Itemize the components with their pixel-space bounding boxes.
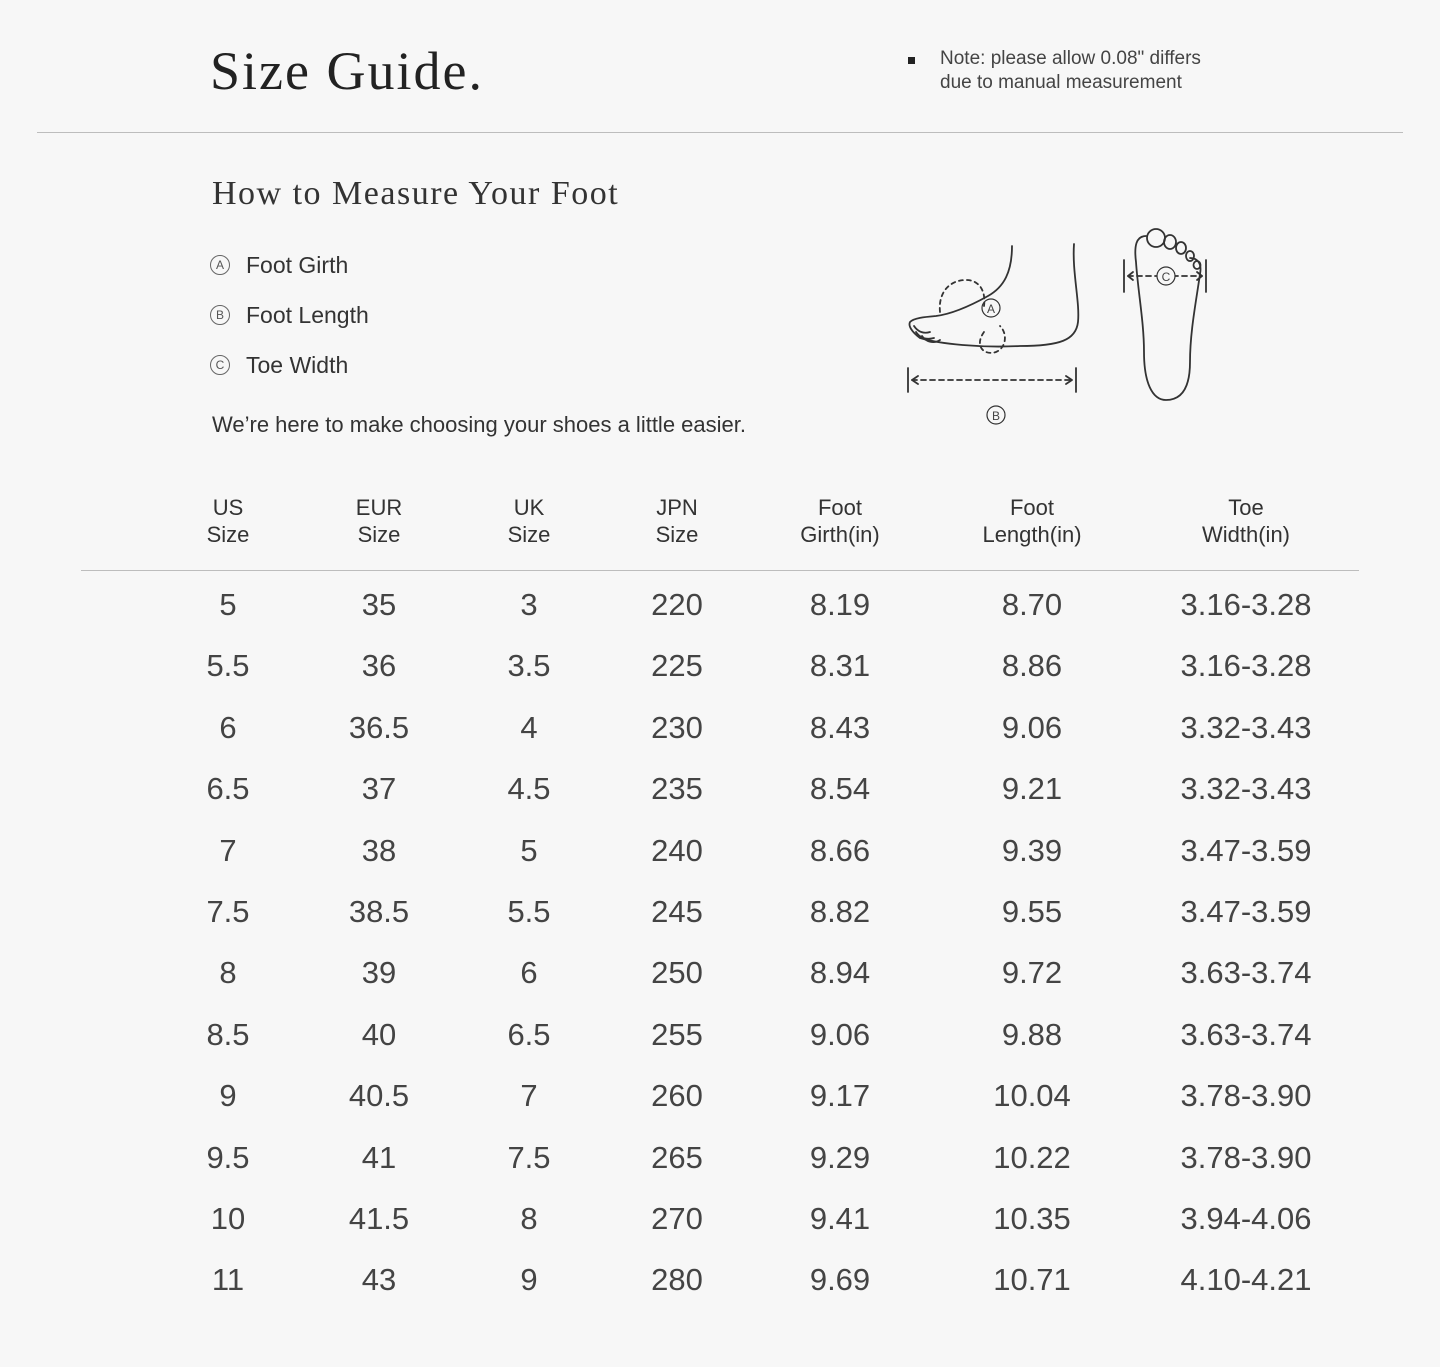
cell-jpn-size: 280 <box>651 1262 703 1298</box>
cell-eur-size: 40 <box>361 1016 397 1052</box>
cell-eur-size: 36.5 <box>348 709 410 745</box>
page-title: Size Guide. <box>210 41 484 101</box>
table-row <box>0 646 1440 706</box>
divider <box>37 132 1403 133</box>
cell-uk-size: 8 <box>520 1201 538 1236</box>
cell-eur-size: 41.5 <box>348 1201 410 1236</box>
cell-jpn-size: 240 <box>651 832 703 868</box>
cell-toe-width: 4.10-4.21 <box>1180 1262 1312 1298</box>
foot-measure-illustration <box>900 222 1220 442</box>
cell-foot-length: 8.86 <box>1001 648 1063 684</box>
cell-us-size: 6 <box>219 709 237 745</box>
column-header-text: Size <box>507 522 551 547</box>
measure-label: Foot Girth <box>246 251 349 278</box>
measure-list <box>210 250 369 400</box>
cell-foot-length: 9.88 <box>1001 1016 1063 1052</box>
column-header-foot-length <box>982 494 1081 548</box>
column-header-foot-girth <box>800 494 879 548</box>
cell-toe-width: 3.94-4.06 <box>1180 1201 1312 1236</box>
column-header-text: US <box>212 495 244 520</box>
table-row <box>0 769 1440 829</box>
table-row <box>0 831 1440 891</box>
bullet-icon <box>908 57 915 64</box>
cell-foot-girth: 8.31 <box>809 648 871 684</box>
cell-toe-width: 3.78-3.90 <box>1180 1078 1312 1114</box>
table-row <box>0 585 1440 645</box>
measure-heading: How to Measure Your Foot <box>212 175 620 212</box>
cell-toe-width: 3.16-3.28 <box>1180 648 1312 684</box>
cell-foot-girth: 8.43 <box>809 709 871 745</box>
cell-uk-size: 4 <box>520 709 538 745</box>
cell-jpn-size: 250 <box>651 955 703 991</box>
cell-foot-girth: 8.54 <box>809 771 871 807</box>
table-divider <box>81 570 1359 571</box>
circled-c-icon: C <box>210 355 230 375</box>
measure-label: Toe Width <box>246 351 349 378</box>
cell-foot-length: 8.70 <box>1001 587 1063 622</box>
cell-jpn-size: 260 <box>651 1078 703 1114</box>
column-header-toe-width <box>1202 494 1290 548</box>
cell-eur-size: 43 <box>361 1262 397 1298</box>
cell-foot-length: 9.06 <box>1001 709 1063 745</box>
cell-foot-girth: 8.19 <box>809 587 871 622</box>
measure-item-foot-girth <box>210 250 369 280</box>
cell-uk-size: 3.5 <box>507 648 551 684</box>
column-header-text: UK <box>513 495 545 520</box>
note-line-2: due to manual measurement <box>940 72 1182 93</box>
cell-jpn-size: 270 <box>651 1201 703 1236</box>
cell-us-size: 9 <box>219 1078 237 1114</box>
cell-us-size: 8.5 <box>206 1016 250 1052</box>
cell-toe-width: 3.63-3.74 <box>1180 1016 1312 1052</box>
cell-us-size: 8 <box>219 955 237 991</box>
cell-jpn-size: 245 <box>651 894 703 929</box>
cell-foot-length: 9.72 <box>1001 955 1063 991</box>
cell-jpn-size: 225 <box>651 648 703 684</box>
cell-toe-width: 3.32-3.43 <box>1180 771 1312 807</box>
cell-foot-length: 10.35 <box>993 1201 1071 1236</box>
foot-side-icon <box>909 244 1078 353</box>
circled-a-icon: A <box>210 255 230 275</box>
cell-jpn-size: 235 <box>651 771 703 807</box>
measurement-note <box>908 47 1201 95</box>
column-header-text: Toe <box>1228 495 1264 520</box>
table-row <box>0 1138 1440 1198</box>
column-header-us-size <box>207 494 250 548</box>
cell-uk-size: 7 <box>520 1078 538 1114</box>
cell-uk-size: 6.5 <box>507 1016 551 1052</box>
cell-foot-length: 10.71 <box>993 1262 1071 1298</box>
table-row <box>0 892 1440 952</box>
table-row <box>0 953 1440 1013</box>
cell-foot-girth: 8.82 <box>809 894 871 929</box>
cell-toe-width: 3.47-3.59 <box>1180 894 1312 929</box>
cell-jpn-size: 230 <box>651 709 703 745</box>
table-row <box>0 708 1440 768</box>
cell-foot-length: 10.22 <box>993 1139 1071 1175</box>
cell-uk-size: 3 <box>520 587 538 622</box>
cell-us-size: 5.5 <box>206 648 250 684</box>
marker-c-icon: C <box>1161 270 1171 284</box>
cell-eur-size: 37 <box>361 771 397 807</box>
cell-us-size: 9.5 <box>206 1139 250 1175</box>
cell-toe-width: 3.32-3.43 <box>1180 709 1312 745</box>
cell-eur-size: 36 <box>361 648 397 684</box>
circled-b-icon: B <box>210 305 230 325</box>
cell-uk-size: 7.5 <box>507 1139 551 1175</box>
cell-foot-length: 9.39 <box>1001 832 1063 868</box>
cell-us-size: 10 <box>210 1201 246 1236</box>
column-header-eur-size <box>356 494 402 548</box>
cell-foot-girth: 9.17 <box>809 1078 871 1114</box>
cell-uk-size: 5 <box>520 832 538 868</box>
cell-uk-size: 9 <box>520 1262 538 1298</box>
column-header-text: EUR <box>355 495 403 520</box>
cell-eur-size: 39 <box>361 955 397 991</box>
cell-eur-size: 41 <box>361 1139 397 1175</box>
cell-eur-size: 38.5 <box>348 894 410 929</box>
measure-item-foot-length <box>210 300 369 330</box>
cell-eur-size: 35 <box>361 587 397 622</box>
cell-foot-length: 9.21 <box>1001 771 1063 807</box>
foot-sole-icon <box>1124 229 1206 400</box>
column-header-text: Girth(in) <box>800 522 880 547</box>
cell-foot-girth: 8.66 <box>809 832 871 868</box>
table-row <box>0 1076 1440 1136</box>
measure-item-toe-width <box>210 350 369 380</box>
column-header-text: Width(in) <box>1201 522 1291 547</box>
cell-foot-length: 9.55 <box>1001 894 1063 929</box>
marker-b-icon: B <box>991 409 1001 423</box>
cell-jpn-size: 265 <box>651 1139 703 1175</box>
table-row <box>0 1260 1440 1320</box>
cell-foot-length: 10.04 <box>993 1078 1071 1114</box>
cell-toe-width: 3.63-3.74 <box>1180 955 1312 991</box>
column-header-uk-size <box>508 494 551 548</box>
cell-us-size: 6.5 <box>206 771 250 807</box>
cell-foot-girth: 9.69 <box>809 1262 871 1298</box>
cell-us-size: 11 <box>211 1262 245 1298</box>
cell-jpn-size: 220 <box>651 587 703 622</box>
marker-a-icon: A <box>986 302 996 316</box>
cell-toe-width: 3.16-3.28 <box>1180 587 1312 622</box>
column-header-text: Foot <box>1009 495 1055 520</box>
column-header-text: JPN <box>656 495 698 520</box>
cell-eur-size: 40.5 <box>348 1078 410 1114</box>
cell-foot-girth: 9.41 <box>809 1201 871 1236</box>
cell-us-size: 7 <box>219 832 237 868</box>
table-row <box>0 1199 1440 1259</box>
cell-uk-size: 5.5 <box>507 894 551 929</box>
tagline: We’re here to make choosing your shoes a little easier. <box>212 412 746 437</box>
column-header-text: Length(in) <box>982 522 1082 547</box>
cell-us-size: 5 <box>219 587 237 622</box>
cell-foot-girth: 9.29 <box>809 1139 871 1175</box>
column-header-text: Size <box>357 522 401 547</box>
cell-toe-width: 3.47-3.59 <box>1180 832 1312 868</box>
column-header-text: Size <box>655 522 699 547</box>
cell-toe-width: 3.78-3.90 <box>1180 1139 1312 1175</box>
column-header-text: Foot <box>817 495 863 520</box>
cell-eur-size: 38 <box>361 832 397 868</box>
cell-foot-girth: 9.06 <box>809 1016 871 1052</box>
cell-jpn-size: 255 <box>651 1016 703 1052</box>
cell-uk-size: 4.5 <box>507 771 551 807</box>
cell-uk-size: 6 <box>520 955 538 991</box>
column-header-jpn-size <box>656 494 699 548</box>
length-arrow-icon <box>908 368 1076 392</box>
column-header-text: Size <box>206 522 250 547</box>
measure-label: Foot Length <box>246 301 369 328</box>
table-row <box>0 1015 1440 1075</box>
cell-foot-girth: 8.94 <box>809 955 871 991</box>
cell-us-size: 7.5 <box>206 894 250 929</box>
size-table-header <box>0 494 1440 554</box>
note-line-1: Note: please allow 0.08" differs <box>940 48 1201 69</box>
